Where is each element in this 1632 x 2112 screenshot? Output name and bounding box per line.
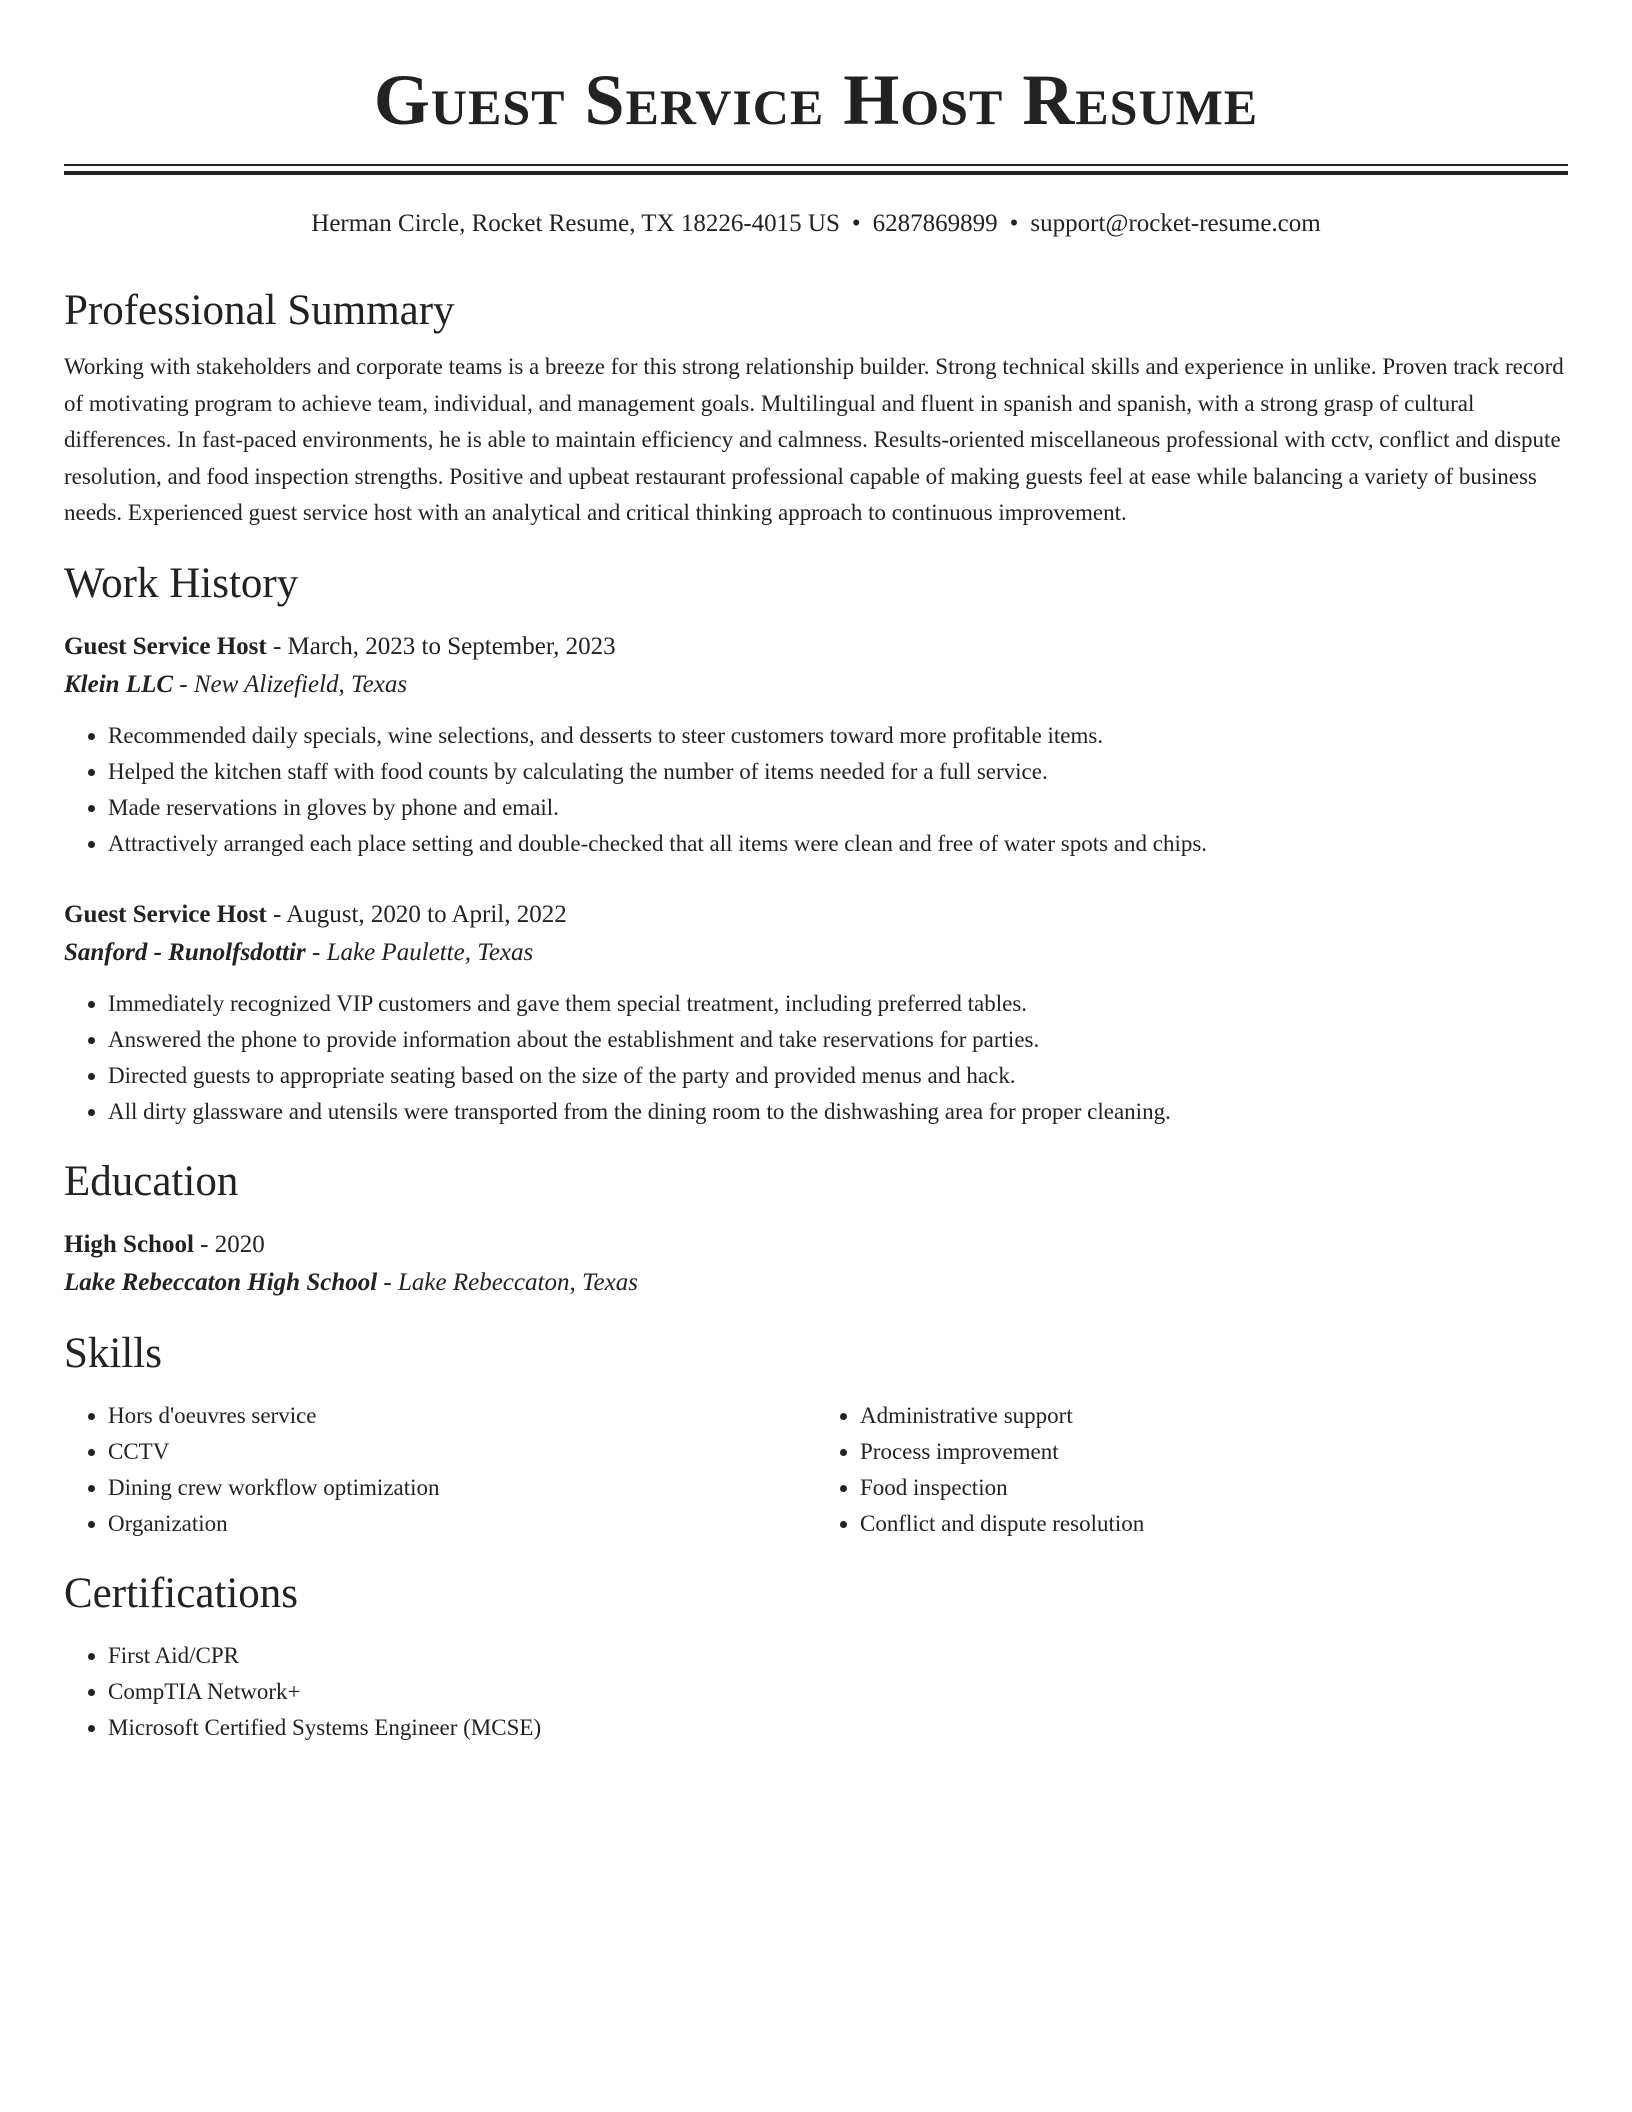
title-divider-thin <box>64 164 1568 166</box>
title-divider-thick <box>64 171 1568 175</box>
list-item: • Conflict and dispute resolution <box>860 1506 1568 1542</box>
resume-title: Guest Service Host Resume <box>373 60 1259 140</box>
education-heading: Education <box>64 1157 239 1205</box>
job-entry <box>64 628 1568 862</box>
skills-heading: Skills <box>64 1329 162 1377</box>
contact-separator: • <box>851 210 861 237</box>
employer-location: - New Alizefield, Texas <box>173 670 408 698</box>
list-item: • Immediately recognized VIP customers and gave them special treatment, including preferred tables. <box>108 986 1568 1022</box>
list-item: • All dirty glassware and utensils were transported from the dining room to the dishwashing area for proper cleaning. <box>108 1094 1568 1130</box>
list-item: • CCTV <box>108 1434 816 1470</box>
job-title: Guest Service Host <box>64 632 267 660</box>
contact-line <box>64 207 1568 241</box>
list-item: • Made reservations in gloves by phone and email. <box>108 790 1568 826</box>
employer-line <box>64 934 1568 972</box>
summary-text: Working with stakeholders and corporate teams is a breeze for this strong relationship builder. Strong technical skills and experience in unlike. Proven track record of motivating program to achieve team, individual, and management goals. Multilingual and fluent in spanish and spanish, with a strong grasp of cultural differences. In fast-paced environments, he is able to maintain efficiency and calmness. Results-oriented miscellaneous professional with cctv, conflict and dispute resolution, and food inspection strengths. Positive and upbeat restaurant professional capable of making guests feel at ease while balancing a variety of business needs. Experienced guest service host with an analytical and critical thinking approach to continuous improvement. <box>64 354 1564 525</box>
summary-heading: Professional Summary <box>64 287 455 334</box>
skills-column-right <box>816 1398 1568 1542</box>
employer-line <box>64 666 1568 704</box>
contact-separator: • <box>1009 210 1019 237</box>
list-item: • Helped the kitchen staff with food counts by calculating the number of items needed for a full service. <box>108 754 1568 790</box>
contact-address: Herman Circle, Rocket Resume, TX 18226-4015 US <box>311 210 840 237</box>
certifications-heading: Certifications <box>64 1569 299 1617</box>
job-duties <box>64 986 1568 1130</box>
contact-phone: 6287869899 <box>872 210 998 237</box>
school-line <box>64 1264 1568 1302</box>
school-location: - Lake Rebeccaton, Texas <box>377 1268 638 1296</box>
list-item: • First Aid/CPR <box>108 1638 1568 1674</box>
job-title-line <box>64 896 1568 934</box>
job-title-line <box>64 628 1568 666</box>
education-entry <box>64 1226 1568 1302</box>
degree: High School <box>64 1230 194 1258</box>
list-item: • Organization <box>108 1506 816 1542</box>
list-item: • Food inspection <box>860 1470 1568 1506</box>
list-item: • Dining crew workflow optimization <box>108 1470 816 1506</box>
list-item: • CompTIA Network+ <box>108 1674 1568 1710</box>
list-item: • Hors d'oeuvres service <box>108 1398 816 1434</box>
certifications-section <box>64 1638 1568 1746</box>
employer-name: Klein LLC <box>64 670 174 698</box>
skills-list <box>64 1398 1568 1542</box>
list-item: • Attractively arranged each place setting and double-checked that all items were clean and free of water spots and chips. <box>108 826 1568 862</box>
list-item: • Process improvement <box>860 1434 1568 1470</box>
job-dates: - August, 2020 to April, 2022 <box>266 900 567 928</box>
job-entry <box>64 896 1568 1130</box>
graduation-year: - 2020 <box>193 1230 265 1258</box>
skills-column-left <box>64 1398 816 1542</box>
job-title: Guest Service Host <box>64 900 267 928</box>
job-duties <box>64 718 1568 862</box>
work-history-heading: Work History <box>64 559 299 607</box>
list-item: • Recommended daily specials, wine selections, and desserts to steer customers toward more profitable items. <box>108 718 1568 754</box>
contact-email: support@rocket-resume.com <box>1030 210 1321 237</box>
list-item: • Microsoft Certified Systems Engineer (MCSE) <box>108 1710 1568 1746</box>
school-name: Lake Rebeccaton High School <box>64 1268 378 1296</box>
list-item: • Answered the phone to provide information about the establishment and take reservations for parties. <box>108 1022 1568 1058</box>
employer-location: - Lake Paulette, Texas <box>305 938 534 966</box>
job-dates: - March, 2023 to September, 2023 <box>266 632 616 660</box>
degree-line <box>64 1226 1568 1264</box>
list-item: • Directed guests to appropriate seating based on the size of the party and provided menus and hack. <box>108 1058 1568 1094</box>
list-item: • Administrative support <box>860 1398 1568 1434</box>
certifications-list <box>64 1638 1568 1746</box>
employer-name: Sanford - Runolfsdottir <box>64 938 306 966</box>
